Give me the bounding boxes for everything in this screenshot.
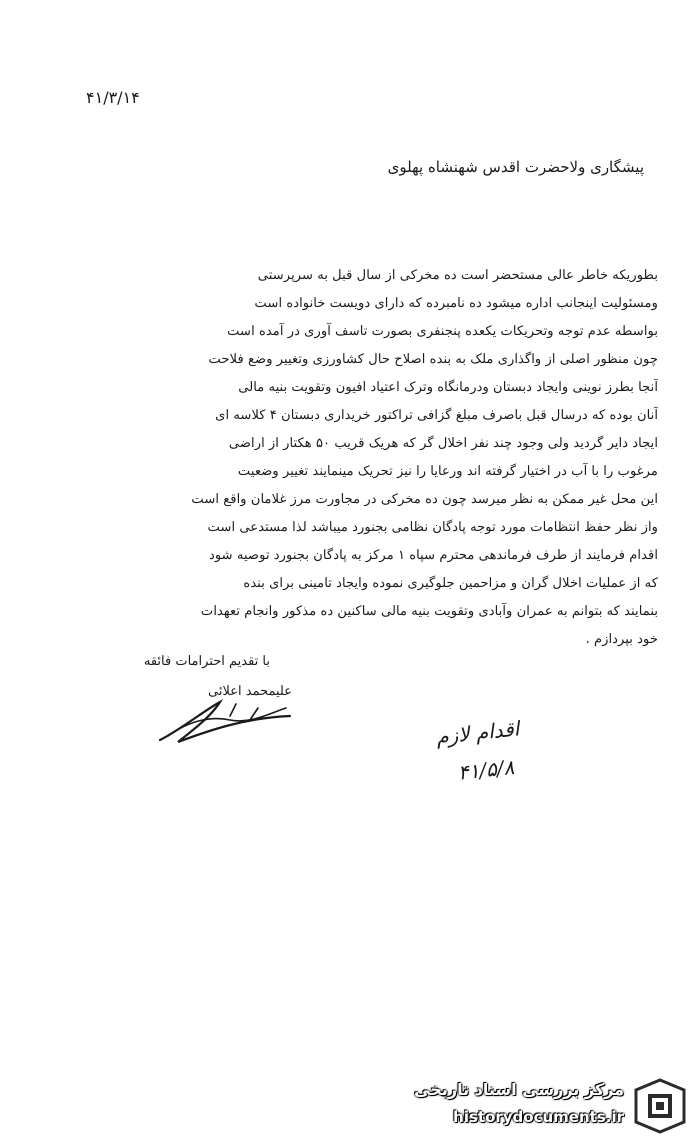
closing-phrase: با تقدیم احترامات فائقه [143, 654, 270, 669]
body-line: ومسئولیت اینجانب اداره میشود ده نامبرده که دارای دویست خانواده است [254, 296, 658, 311]
archive-logo-icon [630, 1076, 690, 1136]
body-line: آنجا بطرز نوینی وایجاد دبستان ودرمانگاه وترک اعتیاد افیون وتقویت بنیه مالی [238, 380, 658, 395]
body-line: بواسطه عدم توجه وتحریکات یکعده پنجنفری بصورت تاسف آوری در آمده است [227, 324, 658, 339]
body-line: بطوریکه خاطر عالی مستحضر است ده مخرکی از سال قبل به سرپرستی [257, 268, 658, 283]
body-line: واز نظر حفظ انتظامات مورد توجه پادگان نظامی بجنورد میباشد لذا مستدعی است [207, 520, 658, 535]
body-line: بنمایند که بتوانم به عمران وآبادی وتقویت بنیه مالی ساکنین ده مذکور وانجام تعهدات [200, 604, 658, 619]
body-line: این محل غیر ممکن به نظر میرسد چون ده مخرکی در مجاورت مرز غلامان واقع است [191, 492, 658, 507]
body-line: که از عملیات اخلال گران و مزاحمین جلوگیری نموده وایجاد تامینی برای بنده [243, 576, 658, 591]
body-line: چون منظور اصلی از واگذاری ملک به بنده اصلاح حال کشاورزی وتغییر وضع فلاحت [208, 352, 658, 367]
addressee-line: پیشگاری ولاحضرت اقدس شهنشاه پهلوی [387, 158, 644, 176]
body-line: خود بپردازم . [585, 632, 658, 647]
body-line: آنان بوده که درسال قبل باصرف مبلغ گزافی تراکتور خریداری دبستان ۴ کلاسه ای [215, 408, 658, 423]
body-line: ایجاد دایر گردید ولی وجود چند نفر اخلال گر که هریک قریب ۵۰ هکتار از اراضی [228, 436, 658, 451]
body-line: مرغوب را با آب در اختیار گرفته اند ورعایا را نیز تحریک مینمایند تغییر وضعیت [237, 464, 658, 479]
letter-body [38, 262, 658, 654]
handwritten-signature [150, 690, 300, 750]
annotation-date: ۴۱/۵/۸ [456, 754, 516, 785]
handwritten-annotation [400, 710, 550, 800]
annotation-text: اقدام لازم [434, 716, 521, 749]
archive-org-name: مرکز بررسی اسناد تاریخی [414, 1080, 624, 1099]
archive-url: historydocuments.ir [453, 1108, 624, 1126]
document-date: ۴۱/۳/۱۴ [86, 88, 140, 107]
body-line: اقدام فرمایند از طرف فرماندهی محترم سپاه ۱ مرکز به پادگان بجنورد توصیه شود [208, 548, 658, 563]
archive-watermark [398, 1072, 698, 1142]
signer-name: علیمحمد اعلائی [208, 684, 292, 699]
